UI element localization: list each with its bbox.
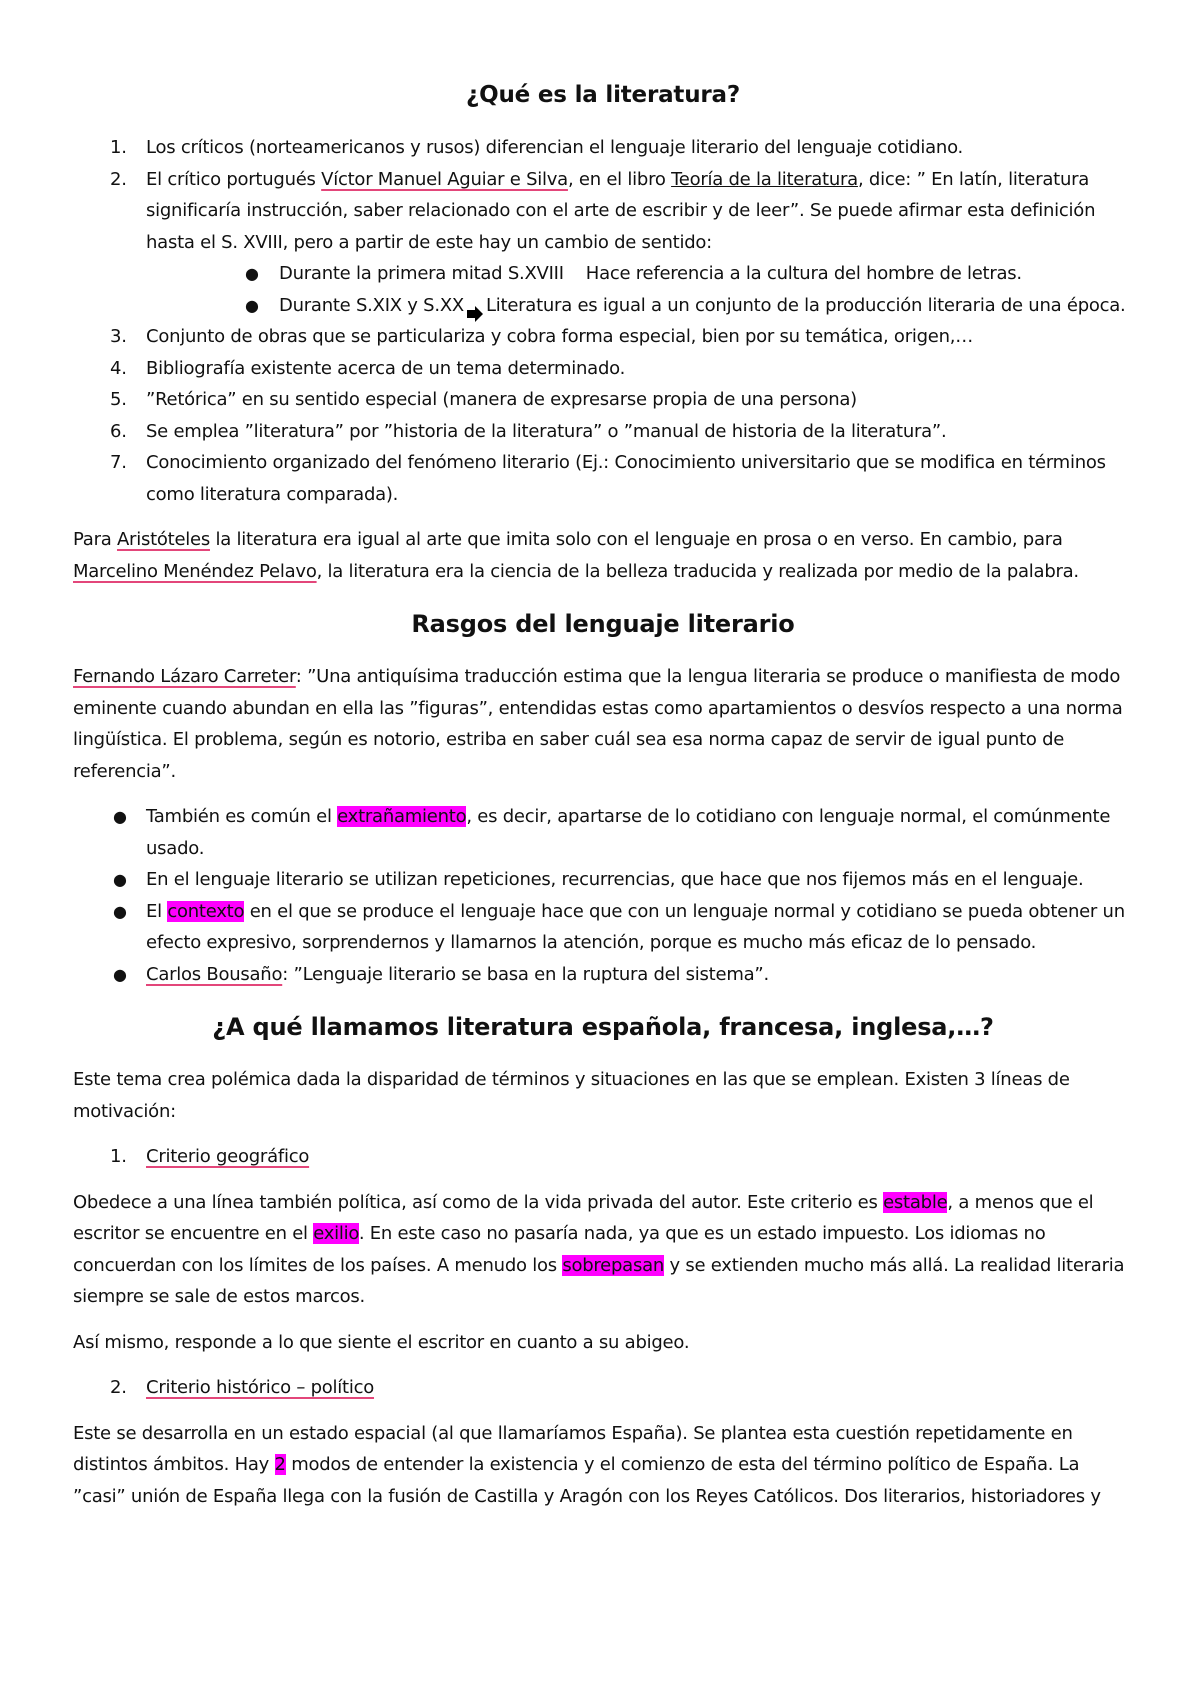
list-item-text: Bibliografía existente acerca de un tema determinado. — [146, 357, 626, 379]
list-number: 2. — [110, 168, 127, 190]
paragraph-text: : ”Una antiquísima traducción estima que la lengua literaria se produce o manifiesta de modo eminente cuando abundan en ella las ”figuras”, entendidas estas como apartamientos o desvíos respecto a una norma lingüística. El problema, según es notorio, estriba en saber cuál sea esa norma capaz de servir de igual punto de referencia”. — [73, 666, 1123, 782]
list-item — [73, 353, 1133, 385]
bullet-icon: ● — [113, 870, 127, 889]
rasgos-bullets — [73, 801, 1133, 990]
paragraph-text: Para — [73, 529, 117, 550]
sublist-period: Durante S.XIX y S.XX — [279, 294, 464, 316]
list-item — [73, 132, 1133, 164]
paragraph-historico — [73, 1418, 1133, 1513]
list-item-text: En el lenguaje literario se utilizan repeticiones, recurrencias, que hace que nos fijemos más en el lenguaje. — [146, 869, 1084, 890]
spacer — [73, 1313, 1133, 1327]
list-number: 2. — [110, 1377, 127, 1398]
list-number: 6. — [110, 420, 127, 442]
paragraph-text: Este se desarrolla en un estado espacial (al que llamaríamos España). Se plantea esta cuestión repetidamente en distintos ámbitos. Hay — [73, 1422, 1073, 1475]
paragraph-text: , a menos que el escritor se encuentre en el — [73, 1191, 1094, 1244]
list-item-text: Conjunto de obras que se particulariza y cobra forma especial, bien por su temática, origen,… — [146, 326, 973, 347]
paragraph-text: . En este caso no pasaría nada, ya que es un estado impuesto. Los idiomas no concuerdan con los límites de los países. A menudo los — [73, 1223, 1046, 1276]
paragraph-aristoteles — [73, 524, 1133, 587]
list-item — [73, 801, 1133, 864]
list-item-text: Conocimiento organizado del fenómeno literario (Ej.: Conocimiento universitario que se modifica en términos como literatura comparada). — [146, 452, 1106, 505]
bullet-icon: ● — [245, 264, 259, 283]
bullet-icon: ● — [113, 901, 127, 921]
definitions-list-cont — [73, 321, 1133, 510]
list-item — [73, 416, 1133, 448]
list-item-text: Los críticos (norteamericanos y rusos) diferencian el lenguaje literario del lenguaje cotidiano. — [146, 137, 963, 158]
heading-rasgos: Rasgos del lenguaje literario — [411, 610, 795, 638]
author-name: Carlos Bousaño — [146, 963, 283, 985]
arrow-icon — [466, 305, 484, 323]
paragraph-text: modos de entender la existencia y el comienzo de esta del término político de España. La ”casi” unión de España llega con la fusión de Castilla y Aragón con los Reyes Católicos. Dos literarios, historiadores y — [73, 1454, 1101, 1507]
spacer — [73, 1127, 1133, 1141]
paragraph-text: y se extienden mucho más allá. La realidad literaria siempre se sale de estos marcos. — [73, 1254, 1125, 1307]
list-item — [73, 864, 1133, 896]
criterion-heading — [73, 1372, 1133, 1404]
paragraph-geografico — [73, 1187, 1133, 1313]
spacer — [73, 1173, 1133, 1187]
list-item-text: , es decir, apartarse de lo cotidiano con lenguaje normal, el comúnmente usado. — [146, 806, 1111, 859]
highlighted-term: estable — [883, 1191, 948, 1213]
list-number: 1. — [110, 1146, 127, 1167]
list-item — [73, 447, 1133, 510]
sublist-item — [73, 290, 1133, 322]
paragraph-text: la literatura era igual al arte que imita solo con el lenguaje en prosa o en verso. En cambio, para — [209, 529, 1063, 550]
list-item-text: , en el libro — [567, 168, 672, 190]
paragraph-text: Obedece a una línea también política, así como de la vida privada del autor. Este criterio es — [73, 1191, 884, 1213]
paragraph-intro: Este tema crea polémica dada la disparidad de términos y situaciones en las que se emplean. Existen 3 líneas de motivación: — [73, 1069, 1070, 1122]
list-item-text: , dice: ” En latín, literatura significaría instrucción, saber relacionado con el arte de escribir y de leer”. Se puede afirmar esta definición hasta el S. XVIII, pero a partir de este hay un cambio de sentido: — [146, 168, 1096, 253]
list-item-text: en el que se produce el lenguaje hace que con un lenguaje normal y cotidiano se pueda obtener un efecto expresivo, sorprendernos y llamarnos la atención, porque es mucho más eficaz de lo pensado. — [146, 900, 1125, 953]
list-number: 3. — [110, 326, 127, 347]
list-item-text: Se emplea ”literatura” por ”historia de la literatura” o ”manual de historia de la literatura”. — [146, 420, 947, 442]
paragraph-text: , la literatura era la ciencia de la belleza traducida y realizada por medio de la palabra. — [316, 560, 1079, 582]
list-item — [73, 164, 1133, 259]
spacer — [73, 1404, 1133, 1418]
list-number: 4. — [110, 357, 127, 379]
list-item-text: : ”Lenguaje literario se basa en la ruptura del sistema”. — [282, 963, 769, 985]
criterion-heading — [73, 1141, 1133, 1173]
author-name: Marcelino Menéndez Pelavo — [73, 560, 317, 582]
highlighted-term: extrañamiento — [337, 806, 467, 827]
list-item — [73, 896, 1133, 959]
definitions-list — [73, 132, 1133, 258]
list-number: 1. — [110, 137, 127, 158]
spacer — [73, 1358, 1133, 1372]
list-number: 5. — [110, 389, 127, 410]
document-page — [73, 78, 1133, 1512]
author-name: Aristóteles — [116, 529, 210, 550]
heading-a-que-llamamos: ¿A qué llamamos literatura española, francesa, inglesa,…? — [212, 1013, 994, 1041]
spacer — [73, 990, 1133, 1010]
sublist-item — [73, 258, 1133, 290]
list-item — [73, 384, 1133, 416]
heading-que-es-literatura: ¿Qué es la literatura? — [466, 82, 740, 108]
bullet-icon: ● — [245, 295, 259, 315]
criterion-label: Criterio geográfico — [146, 1146, 310, 1167]
paragraph-lazaro — [73, 661, 1133, 787]
spacer — [73, 587, 1133, 607]
list-item-text: El crítico portugués — [146, 168, 322, 190]
list-item — [73, 959, 1133, 991]
highlighted-term: exilio — [313, 1223, 359, 1244]
spacer — [73, 787, 1133, 801]
author-name: Víctor Manuel Aguiar e Silva — [321, 168, 568, 190]
criterion-label: Criterio histórico – político — [146, 1377, 375, 1398]
bullet-icon: ● — [113, 807, 127, 826]
sublist-description: Hace referencia a la cultura del hombre de letras. — [585, 263, 1022, 284]
highlighted-term: contexto — [167, 900, 245, 922]
list-item-text: El — [146, 900, 168, 922]
list-item-text: También es común el — [146, 806, 338, 827]
highlighted-term: 2 — [274, 1454, 286, 1475]
sublist-period: Durante la primera mitad S.XVIII — [279, 263, 564, 284]
sublist-description: Literatura es igual a un conjunto de la producción literaria de una época. — [485, 294, 1126, 316]
paragraph-asi-mismo: Así mismo, responde a lo que siente el escritor en cuanto a su abigeo. — [73, 1331, 690, 1353]
list-item — [73, 321, 1133, 353]
highlighted-term: sobrepasan — [562, 1254, 665, 1276]
bullet-icon: ● — [113, 964, 127, 984]
author-name: Fernando Lázaro Carreter — [73, 666, 296, 687]
list-item-text: ”Retórica” en su sentido especial (manera de expresarse propia de una persona) — [146, 389, 857, 410]
century-sublist — [73, 258, 1133, 321]
book-title: Teoría de la literatura — [671, 168, 858, 190]
spacer — [73, 510, 1133, 524]
list-number: 7. — [110, 452, 127, 473]
